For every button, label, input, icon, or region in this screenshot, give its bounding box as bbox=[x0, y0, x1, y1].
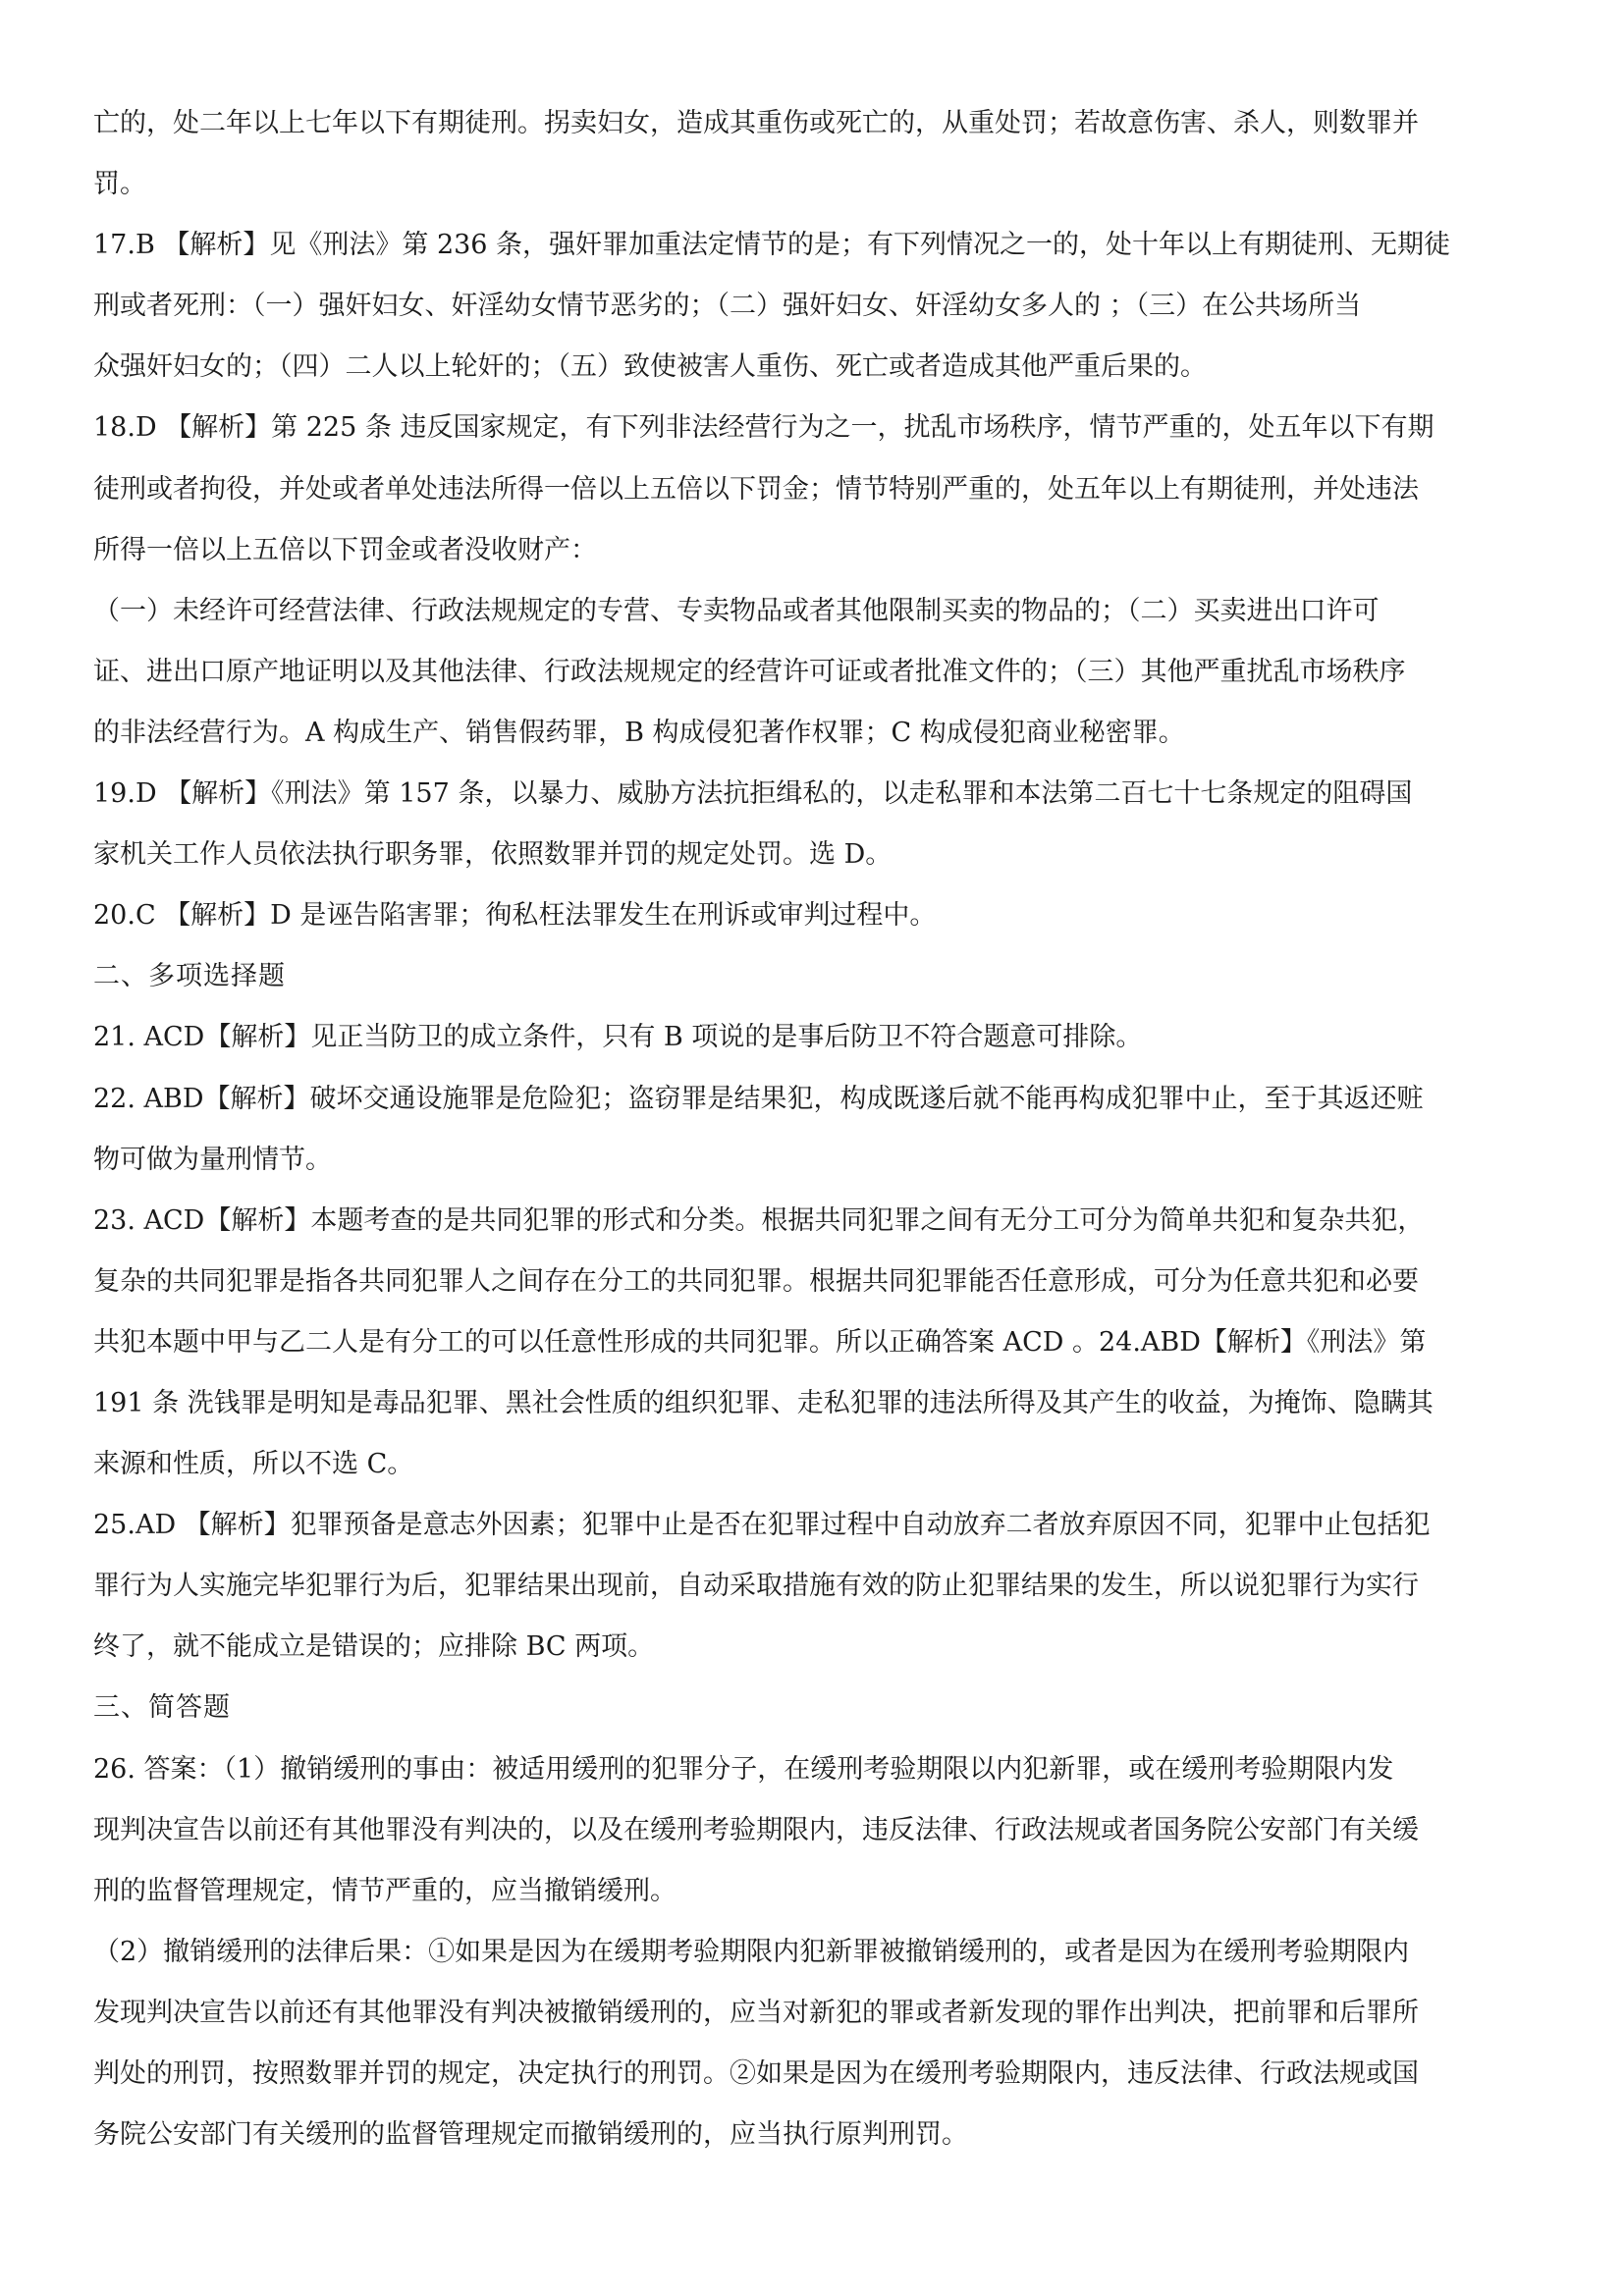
text-line: 罚。 bbox=[93, 169, 146, 200]
text-line: 26. 答案：（1）撤销缓刑的事由：被适用缓刑的犯罪分子，在缓刑考验期限以内犯新罪，或在缓刑考验期限内发 bbox=[93, 1753, 1394, 1785]
text-line: 20.C 【解析】D 是诬告陷害罪；徇私枉法罪发生在刑诉或审判过程中。 bbox=[93, 900, 937, 932]
text-line: 所得一倍以上五倍以下罚金或者没收财产： bbox=[93, 534, 597, 565]
text-line: 徒刑或者拘役，并处或者单处违法所得一倍以上五倍以下罚金；情节特别严重的，处五年以上有期徒刑，并处违法 bbox=[93, 473, 1419, 505]
answer-paragraph bbox=[93, 581, 1537, 764]
text-line: 物可做为量刑情节。 bbox=[93, 1144, 332, 1175]
text-line: （2）撤销缓刑的法律后果：①如果是因为在缓期考验期限内犯新罪被撤销缓刑的，或者是因为在缓刑考验期限内 bbox=[93, 1936, 1410, 1967]
text-line: 罪行为人实施完毕犯罪行为后，犯罪结果出现前，自动采取措施有效的防止犯罪结果的发生，所以说犯罪行为实行 bbox=[93, 1571, 1419, 1602]
text-line: 刑或者死刑：（一）强奸妇女、奸淫幼女情节恶劣的；（二）强奸妇女、奸淫幼女多人的 ；（三）在公共场所当 bbox=[93, 291, 1362, 322]
text-line: 刑的监督管理规定，情节严重的，应当撤销缓刑。 bbox=[93, 1875, 677, 1906]
text-line: 22. ABD【解析】破坏交通设施罪是危险犯；盗窃罪是结果犯，构成既遂后就不能再构成犯罪中止，至于其返还赃 bbox=[93, 1083, 1424, 1114]
text-line: 25.AD 【解析】犯罪预备是意志外因素；犯罪中止是否在犯罪过程中自动放弃二者放弃原因不同，犯罪中止包括犯 bbox=[93, 1510, 1431, 1541]
text-line: 发现判决宣告以前还有其他罪没有判决被撤销缓刑的，应当对新犯的罪或者新发现的罪作出判决，把前罪和后罪所 bbox=[93, 1997, 1419, 2028]
text-line: 来源和性质，所以不选 C。 bbox=[93, 1449, 414, 1480]
answer-paragraph bbox=[93, 93, 1537, 215]
answer-paragraph bbox=[93, 1191, 1537, 1495]
text-line: 的非法经营行为。A 构成生产、销售假药罪，B 构成侵犯著作权罪；C 构成侵犯商业秘密罪。 bbox=[93, 717, 1185, 748]
text-line: 二、多项选择题 bbox=[93, 961, 286, 992]
text-line: 现判决宣告以前还有其他罪没有判决的，以及在缓刑考验期限内，违反法律、行政法规或者国务院公安部门有关缓 bbox=[93, 1814, 1419, 1845]
answer-paragraph bbox=[93, 1739, 1537, 1922]
text-line: 共犯本题中甲与乙二人是有分工的可以任意性形成的共同犯罪。所以正确答案 ACD 。24.ABD【解析】《刑法》第 bbox=[93, 1326, 1427, 1358]
text-line: 23. ACD【解析】本题考查的是共同犯罪的形式和分类。根据共同犯罪之间有无分工可分为简单共犯和复杂共犯， bbox=[93, 1204, 1425, 1236]
text-line: 终了，就不能成立是错误的；应排除 BC 两项。 bbox=[93, 1631, 655, 1663]
text-line: 21. ACD【解析】见正当防卫的成立条件，只有 B 项说的是事后防卫不符合题意可排除。 bbox=[93, 1022, 1143, 1053]
section-heading bbox=[93, 1678, 1537, 1738]
text-line: 证、进出口原产地证明以及其他法律、行政法规规定的经营许可证或者批准文件的；（三）其他严重扰乱市场秩序 bbox=[93, 656, 1406, 687]
answer-paragraph bbox=[93, 1495, 1537, 1678]
answer-paragraph bbox=[93, 764, 1537, 885]
text-line: 复杂的共同犯罪是指各共同犯罪人之间存在分工的共同犯罪。根据共同犯罪能否任意形成，可分为任意共犯和必要 bbox=[93, 1265, 1419, 1297]
text-line: （一）未经许可经营法律、行政法规规定的专营、专卖物品或者其他限制买卖的物品的；（二）买卖进出口许可 bbox=[93, 595, 1380, 626]
text-line: 三、简答题 bbox=[93, 1692, 231, 1724]
text-line: 判处的刑罚，按照数罪并罚的规定，决定执行的刑罚。②如果是因为在缓刑考验期限内，违反法律、行政法规或国 bbox=[93, 2058, 1419, 2089]
document-page bbox=[93, 93, 1537, 2165]
text-line: 亡的，处二年以上七年以下有期徒刑。拐卖妇女，造成其重伤或死亡的，从重处罚；若故意伤害、杀人，则数罪并 bbox=[93, 108, 1419, 138]
answer-paragraph bbox=[93, 1007, 1537, 1068]
answer-paragraph bbox=[93, 215, 1537, 398]
answer-paragraph bbox=[93, 1922, 1537, 2165]
text-line: 众强奸妇女的；（四）二人以上轮奸的；（五）致使被害人重伤、死亡或者造成其他严重后果的。 bbox=[93, 351, 1207, 383]
text-line: 家机关工作人员依法执行职务罪，依照数罪并罚的规定处罚。选 D。 bbox=[93, 839, 893, 871]
answer-paragraph bbox=[93, 1069, 1537, 1191]
section-heading bbox=[93, 946, 1537, 1007]
text-line: 18.D 【解析】第 225 条 违反国家规定，有下列非法经营行为之一，扰乱市场秩序，情节严重的，处五年以下有期 bbox=[93, 412, 1435, 444]
answer-paragraph bbox=[93, 885, 1537, 946]
text-line: 191 条 洗钱罪是明知是毒品犯罪、黑社会性质的组织犯罪、走私犯罪的违法所得及其产生的收益，为掩饰、隐瞒其 bbox=[93, 1387, 1434, 1418]
text-line: 19.D 【解析】《刑法》第 157 条，以暴力、威胁方法抗拒缉私的，以走私罪和本法第二百七十七条规定的阻碍国 bbox=[93, 778, 1413, 810]
document-body bbox=[93, 93, 1537, 2165]
answer-paragraph bbox=[93, 398, 1537, 580]
text-line: 务院公安部门有关缓刑的监督管理规定而撤销缓刑的，应当执行原判刑罚。 bbox=[93, 2119, 968, 2151]
text-line: 17.B 【解析】见《刑法》第 236 条，强奸罪加重法定情节的是；有下列情况之一的，处十年以上有期徒刑、无期徒 bbox=[93, 230, 1451, 261]
